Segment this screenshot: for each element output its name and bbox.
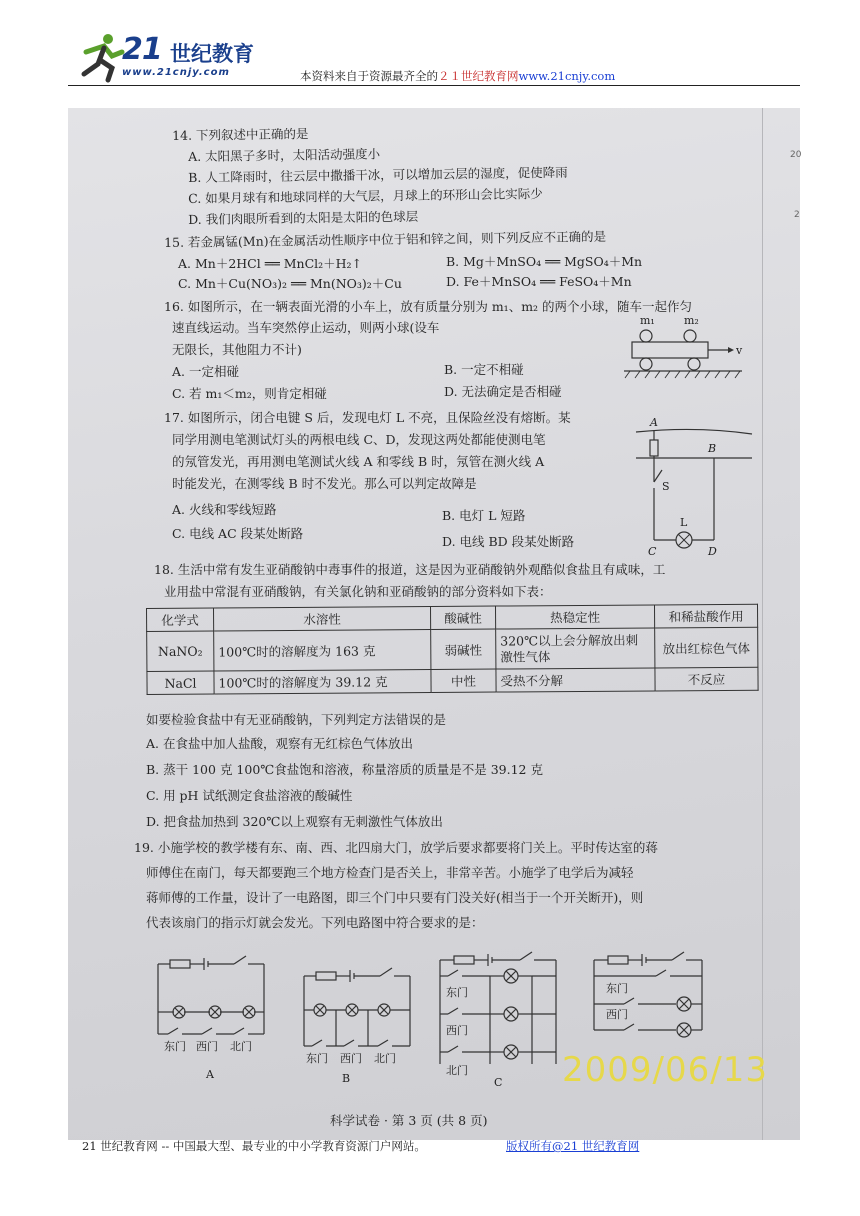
table-cell: 不反应: [655, 667, 758, 691]
header-divider: [68, 85, 800, 86]
runner-icon: [78, 30, 124, 82]
q17-label-b: B: [708, 442, 717, 455]
switch: [378, 1040, 388, 1046]
fuse: [650, 440, 658, 456]
door-label-west: 西门: [606, 1008, 628, 1021]
cart-body: [632, 342, 708, 358]
door-label-west: 西门: [196, 1040, 218, 1053]
resistor: [316, 972, 336, 980]
margin-number: 2: [794, 210, 800, 220]
switch: [234, 1028, 244, 1034]
door-label-east: 东门: [306, 1052, 328, 1065]
q17-option-a: A. 火线和零线短路: [172, 502, 277, 517]
q14-option-c: C. 如果月球有和地球同样的大气层，月球上的环形山会比实际少: [188, 186, 543, 206]
table-cell: 100℃时的溶解度为 163 克: [214, 630, 431, 672]
q19-stem-4: 代表该扇门的指示灯就会发光。下列电路图中符合要求的是：: [146, 915, 484, 930]
q15-option-b: B. Mg＋MnSO₄ ══ MgSO₄＋Mn: [446, 254, 643, 269]
door-label-north: 北门: [230, 1040, 252, 1053]
q19-stem-2: 师傅住在南门，每天都要跑三个地方检查门是否关上，非常辛苦。小施学了电学后为减轻: [146, 865, 634, 880]
footer-text: 21 世纪教育网 -- 中国最大型、最专业的中小学教育资源门户网站。: [82, 1139, 426, 1153]
q17-stem-1: 17. 如图所示，闭合电键 S 后，发现电灯 L 不亮，且保险丝没有熔断。某: [164, 410, 571, 425]
q17-option-c: C. 电线 AC 段某处断路: [172, 526, 304, 541]
q16-label-m1: m₁: [640, 314, 655, 327]
table-cell: 320℃以上会分解放出刺激性气体: [496, 628, 655, 669]
table-cell: 100℃时的溶解度为 39.12 克: [214, 670, 431, 695]
q16-cart-diagram: [624, 314, 748, 386]
logo-brand: 世纪教育: [170, 42, 254, 66]
q14-option-d: D. 我们肉眼所看到的太阳是太阳的色球层: [188, 208, 419, 227]
cart-wheel: [688, 358, 700, 370]
header-note-site: ２１世纪教育网: [438, 69, 519, 83]
table-header: 热稳定性: [495, 605, 654, 629]
q17-stem-3: 的氖管发光，再用测电笔测试火线 A 和零线 B 时，氖管在测火线 A: [172, 454, 545, 469]
q17-option-b: B. 电灯 L 短路: [442, 508, 526, 523]
q18-option-c: C. 用 pH 试纸测定食盐溶液的酸碱性: [146, 788, 353, 803]
table-cell: 弱碱性: [431, 629, 496, 669]
switch: [448, 1008, 458, 1014]
q17-label-s: S: [662, 480, 670, 493]
q16-option-c: C. 若 m₁＜m₂，则肯定相碰: [172, 386, 327, 401]
door-label-east: 东门: [164, 1040, 186, 1053]
resistor: [454, 956, 474, 964]
q17-label-a: A: [650, 416, 658, 429]
q15-option-a: A. Mn＋2HCl ══ MnCl₂＋H₂↑: [178, 256, 363, 271]
margin-number: 20: [790, 150, 802, 160]
table-row: [147, 627, 758, 671]
switch: [520, 952, 532, 960]
switch: [202, 1028, 212, 1034]
exam-page-footer: 科学试卷 · 第 3 页 (共 8 页): [330, 1113, 488, 1128]
table-row: [147, 667, 758, 694]
q16-option-b: B. 一定不相碰: [444, 362, 524, 377]
q14-option-b: B. 人工降雨时，往云层中撒播干冰，可以增加云层的湿度，促使降雨: [188, 164, 568, 185]
table-cell: NaCl: [147, 671, 214, 694]
q16-option-d: D. 无法确定是否相碰: [444, 384, 562, 399]
door-label-east: 东门: [606, 982, 628, 995]
q17-stem-4: 时能发光，在测零线 B 时不发光。那么可以判定故障是: [172, 476, 477, 491]
q19-stem-3: 蒋师傅的工作量，设计了一电路图，即三个门中只要有门没关好(相当于一个开关断开)，则: [146, 890, 644, 905]
header-note: [300, 68, 615, 84]
q16-label-v: v: [736, 344, 743, 357]
q14-option-a: A. 太阳黑子多时，太阳活动强度小: [188, 146, 381, 164]
q15-stem: 15. 若金属锰(Mn)在金属活动性顺序中位于铝和锌之间，则下列反应不正确的是: [164, 228, 607, 250]
q19-circuit-d: [590, 948, 720, 1048]
q14-stem: 14. 下列叙述中正确的是: [172, 126, 309, 143]
q18-option-d: D. 把食盐加热到 320℃以上观察有无刺激性气体放出: [146, 814, 443, 829]
date-stamp: 2009/06/13: [562, 1050, 768, 1090]
door-label-east: 东门: [446, 986, 468, 999]
switch-s: [654, 470, 662, 482]
header-note-prefix: 本资料来自于资源最齐全的: [300, 69, 438, 83]
footer-copyright-link[interactable]: 版权所有@21 世纪教育网: [506, 1139, 640, 1153]
logo-url: www.21cnjy.com: [122, 67, 230, 78]
q18-stem-2: 业用盐中常混有亚硝酸钠，有关氯化钠和亚硝酸钠的部分资料如下表：: [164, 584, 552, 599]
table-header: 和稀盐酸作用: [654, 604, 757, 628]
door-label-north: 北门: [374, 1052, 396, 1065]
switch: [672, 952, 684, 960]
q15-option-d: D. Fe＋MnSO₄ ══ FeSO₄＋Mn: [446, 274, 632, 289]
table-cell: NaNO₂: [147, 631, 214, 671]
q18-option-a: A. 在食盐中加人盐酸，观察有无红棕色气体放出: [146, 736, 413, 751]
choice-label-c: C: [494, 1076, 503, 1089]
door-label-west: 西门: [446, 1024, 468, 1037]
q18-stem-1: 18. 生活中常有发生亚硝酸钠中毒事件的报道，这是因为亚硝酸钠外观酷似食盐且有咸味，工: [154, 562, 666, 577]
q17-label-d: D: [708, 545, 717, 558]
choice-label-b: B: [342, 1072, 351, 1085]
q16-stem-2: 速直线运动。当车突然停止运动，则两小球(设车: [172, 320, 440, 335]
switch: [448, 1046, 458, 1052]
table-header: 化学式: [147, 608, 214, 631]
q16-option-a: A. 一定相碰: [172, 364, 239, 379]
q18-ask: 如要检验食盐中有无亚硝酸钠，下列判定方法错误的是: [146, 712, 447, 727]
q17-circuit-diagram: [636, 412, 756, 556]
switch: [168, 1028, 178, 1034]
q18-option-b: B. 蒸干 100 克 100℃食盐饱和溶液，称量溶质的质量是不是 39.12 克: [146, 762, 543, 777]
q17-label-l: L: [680, 516, 688, 529]
cart-wheel: [640, 358, 652, 370]
q15-option-c: C. Mn＋Cu(NO₃)₂ ══ Mn(NO₃)₂＋Cu: [178, 276, 402, 291]
switch: [656, 970, 666, 976]
table-cell: 中性: [431, 669, 496, 692]
q19-circuit-a: [154, 952, 284, 1082]
q17-label-c: C: [648, 545, 657, 558]
switch: [448, 970, 458, 976]
q16-label-m2: m₂: [684, 314, 699, 327]
q17-stem-2: 同学用测电笔测试灯头的两根电线 C、D，发现这两处都能使测电笔: [172, 432, 546, 447]
door-label-west: 西门: [340, 1052, 362, 1065]
table-cell: 放出红棕色气体: [655, 627, 758, 668]
exam-photo: [68, 108, 800, 1140]
switch: [312, 1040, 322, 1046]
resistor: [170, 960, 190, 968]
logo-digits: 21: [122, 32, 162, 67]
q19-circuit-b: [300, 964, 430, 1094]
switch: [624, 998, 634, 1004]
table-header: 水溶性: [214, 607, 431, 632]
switch: [344, 1040, 354, 1046]
switch: [234, 956, 246, 964]
paper-edge: [762, 108, 763, 1140]
door-label-north: 北门: [446, 1064, 468, 1077]
site-logo: [78, 30, 288, 82]
q19-circuit-c: [436, 948, 576, 1088]
q17-option-d: D. 电线 BD 段某处断路: [442, 534, 575, 549]
choice-label-a: A: [206, 1068, 214, 1081]
q19-stem-1: 19. 小施学校的教学楼有东、南、西、北四扇大门，放学后要求都要将门关上。平时传达室的蒋: [134, 840, 658, 855]
table-header: 酸碱性: [430, 606, 495, 629]
resistor: [608, 956, 628, 964]
q16-stem-3: 无限长，其他阻力不计): [172, 342, 302, 357]
switch: [380, 968, 392, 976]
ball-m1: [640, 330, 652, 342]
ball-m2: [684, 330, 696, 342]
q18-data-table: [146, 604, 759, 695]
header-note-link[interactable]: www.21cnjy.com: [518, 69, 616, 83]
switch: [624, 1024, 634, 1030]
table-cell: 受热不分解: [496, 668, 655, 692]
q16-stem-1: 16. 如图所示，在一辆表面光滑的小车上，放有质量分别为 m₁、m₂ 的两个小球，随车一起作匀: [164, 299, 693, 314]
